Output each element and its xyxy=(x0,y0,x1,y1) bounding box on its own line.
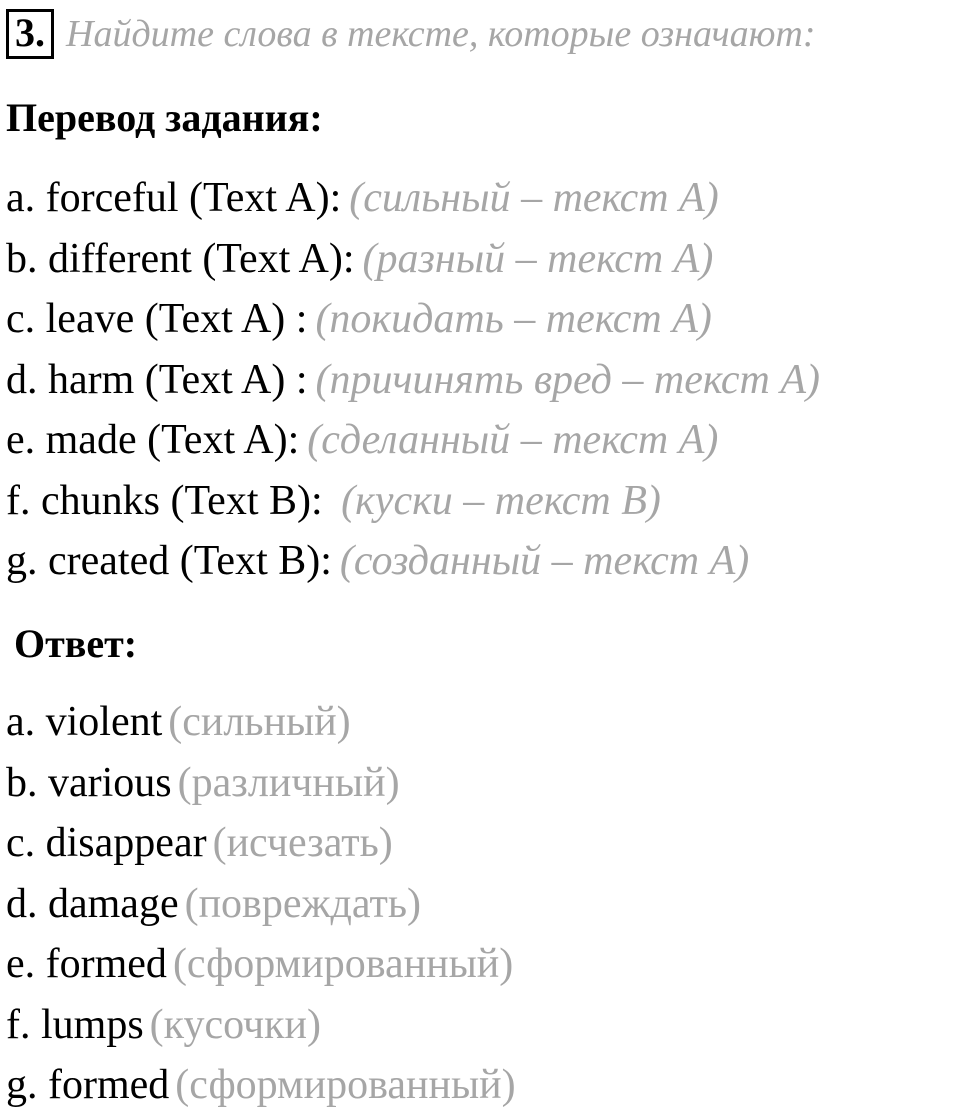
answer-gloss: (кусочки) xyxy=(149,1001,322,1048)
item-term: e. made (Text A): xyxy=(6,417,300,463)
task-number-badge: 3. xyxy=(6,9,54,59)
task-item xyxy=(6,473,820,534)
item-gloss: (сильный – текст А) xyxy=(349,175,719,221)
task-item xyxy=(6,291,820,352)
task-item xyxy=(6,533,820,594)
answer-item xyxy=(6,755,516,816)
answer-gloss: (повреждать) xyxy=(184,880,421,927)
item-term: b. different (Text A): xyxy=(6,235,355,282)
task-item xyxy=(6,412,820,473)
item-gloss: (созданный – текст А) xyxy=(339,538,750,584)
task-prompt: Найдите слова в тексте, которые означают: xyxy=(66,13,816,55)
answer-item xyxy=(6,936,516,997)
item-gloss: (покидать – текст А) xyxy=(315,296,712,342)
item-term: c. leave (Text A) : xyxy=(6,296,308,342)
task-item xyxy=(6,231,820,292)
answer-term: a. violent xyxy=(6,699,163,745)
task-items-list xyxy=(6,170,820,594)
item-gloss: (куски – текст В) xyxy=(341,477,661,524)
answer-term: g. formed xyxy=(6,1062,170,1108)
answer-term: e. formed xyxy=(6,941,167,987)
answer-term: d. damage xyxy=(6,880,179,927)
answer-heading: Ответ: xyxy=(14,621,138,666)
answer-item xyxy=(6,1057,516,1118)
item-gloss: (причинять вред – текст А) xyxy=(315,356,821,403)
answer-gloss: (сформированный) xyxy=(175,1062,516,1108)
answer-item xyxy=(6,694,516,755)
answer-gloss: (сформированный) xyxy=(172,941,514,987)
item-term: g. created (Text B): xyxy=(6,538,332,584)
task-header xyxy=(6,6,815,62)
answer-item xyxy=(6,815,516,876)
item-term: d. harm (Text A) : xyxy=(6,356,308,403)
item-gloss: (разный – текст А) xyxy=(362,235,714,282)
item-gloss: (сделанный – текст А) xyxy=(307,417,719,463)
answer-gloss: (исчезать) xyxy=(212,820,393,866)
task-item xyxy=(6,352,820,413)
task-item xyxy=(6,170,820,231)
item-term: f. chunks (Text B): xyxy=(6,477,334,524)
answer-gloss: (различный) xyxy=(177,759,400,806)
answer-gloss: (сильный) xyxy=(168,699,351,745)
answers-list xyxy=(6,694,516,1118)
translation-heading: Перевод задания: xyxy=(6,95,323,140)
answer-item xyxy=(6,997,516,1058)
answer-term: f. lumps xyxy=(6,1001,144,1048)
answer-item xyxy=(6,876,516,937)
answer-term: c. disappear xyxy=(6,820,207,866)
item-term: a. forceful (Text A): xyxy=(6,175,342,221)
answer-term: b. various xyxy=(6,759,172,806)
